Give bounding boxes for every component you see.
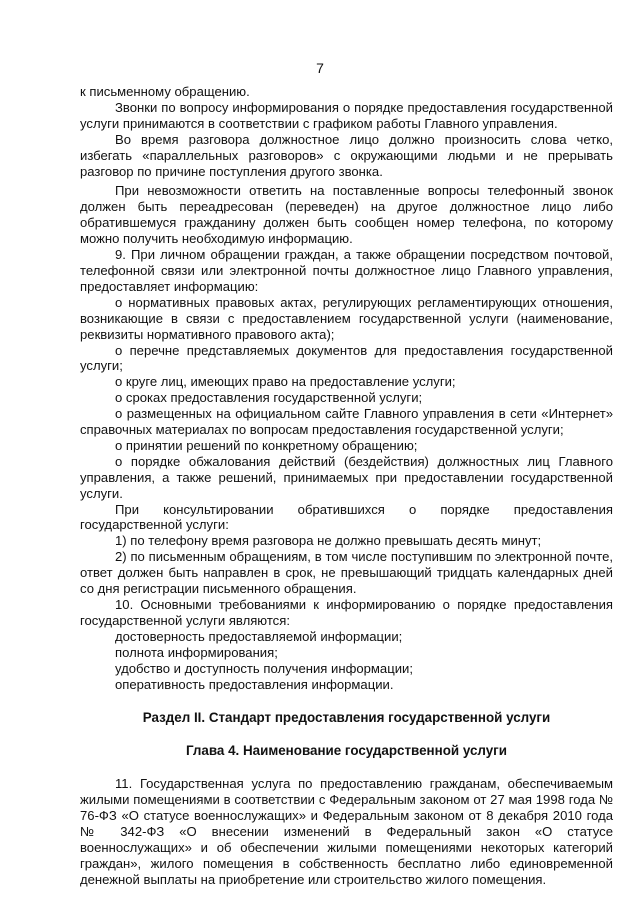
list-item: о порядке обжалования действий (бездействия) должностных лиц Главного управления, а также решений, принимаемых при предоставлении государственной услуги. [80, 453, 613, 501]
page-number: 7 [316, 60, 324, 76]
list-item: оперативность предоставления информации. [115, 676, 394, 692]
document-body [80, 84, 613, 888]
paragraph: 10. Основными требованиями к информированию о порядке предоставления государственной услуги являются: [80, 597, 613, 628]
list-item: 1) по телефону время разговора не должно превышать десять минут; [115, 533, 542, 549]
list-item: о перечне представляемых документов для предоставления государственной услуги; [80, 342, 613, 374]
paragraph: При консультировании обратившихся о порядке предоставления государственной услуги: [80, 501, 613, 533]
list-item: о сроках предоставления государственной услуги; [115, 390, 423, 406]
paragraph: Звонки по вопросу информирования о порядке предоставления государственной услуги принимаются в соответствии с графиком работы Главного управления. [80, 99, 613, 131]
paragraph: При невозможности ответить на поставленные вопросы телефонный звонок должен быть переадресован (переведен) на другое должностное лицо либо обратившемуся гражданину должен быть сообщен номер телефона, по которому можно получить необходимую информацию. [80, 183, 613, 247]
list-item: 2) по письменным обращениям, в том числе поступившим по электронной почте, ответ должен быть направлен в срок, не превышающий тридцать календарных дней со дня регистрации письменного обращения. [80, 549, 613, 597]
list-item: удобство и доступность получения информации; [115, 660, 413, 676]
list-item: о принятии решений по конкретному обращению; [115, 437, 418, 453]
paragraph: к письменному обращению. [80, 84, 250, 99]
list-item: о круге лиц, имеющих право на предоставление услуги; [115, 374, 456, 390]
list-item: полнота информирования; [115, 644, 278, 660]
list-item: о нормативных правовых актах, регулирующих регламентирующих отношения, возникающие в связи с предоставлением государственной услуги (наименование, реквизиты нормативного правового акта); [80, 294, 613, 342]
paragraph: 9. При личном обращении граждан, а также обращении посредством почтовой, телефонной связи или электронной почты должностное лицо Главного управления, предоставляет информацию: [80, 247, 613, 294]
chapter-heading: Глава 4. Наименование государственной услуги [185, 743, 507, 759]
list-item: достоверность предоставляемой информации; [115, 628, 403, 644]
section-heading: Раздел II. Стандарт предоставления государственной услуги [142, 710, 551, 726]
list-item: о размещенных на официальном сайте Главного управления в сети «Интернет» справочных материалах по вопросам предоставления государственной услуги; [80, 406, 613, 438]
paragraph: Во время разговора должностное лицо должно произносить слова четко, избегать «параллельных разговоров» с окружающими людьми и не прерывать разговор по причине поступления другого звонка. [80, 131, 613, 179]
paragraph: 11. Государственная услуга по предоставлению гражданам, обеспечиваемым жилыми помещениями в соответствии с Федеральным законом от 27 мая 1998 года № 76-ФЗ «О статусе военнослужащих» и Федеральным законом от 8 декабря 2010 года № 342-ФЗ «О внесении изменений в Федеральный закон «О статусе военнослужащих» и об обеспечении жилыми помещениями некоторых категорий граждан», жилого помещения в собственность бесплатно либо единовременной денежной выплаты на приобретение или строительство жилого помещения. [80, 776, 613, 887]
